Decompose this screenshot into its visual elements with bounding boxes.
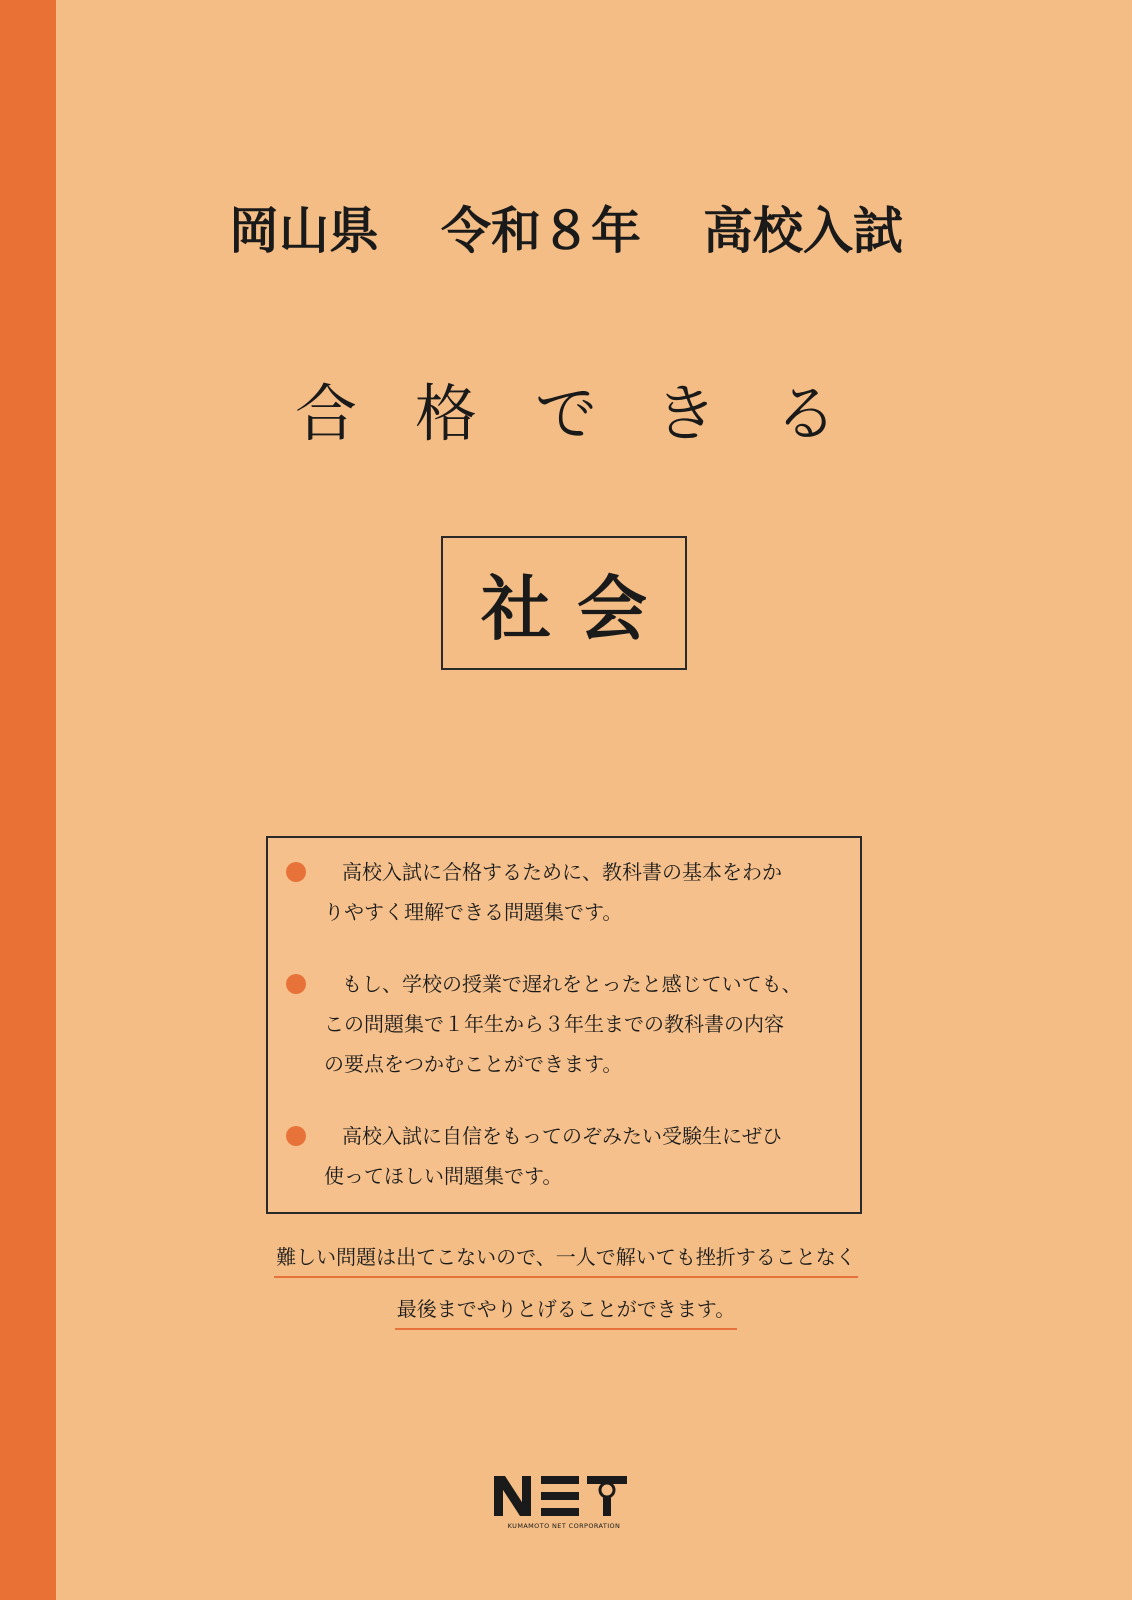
- subject-title: 社会: [441, 536, 687, 670]
- bullet-icon: [286, 1126, 306, 1146]
- note-line: 最後までやりとげることができます。: [395, 1296, 737, 1330]
- feature-point: [286, 1116, 834, 1196]
- encouragement-note: [56, 1244, 1076, 1348]
- bullet-icon: [286, 862, 306, 882]
- feature-point-line: 高校入試に合格するために、教科書の基本をわか: [342, 860, 782, 884]
- feature-point-line: りやすく理解できる問題集です。: [324, 900, 623, 924]
- feature-point: [286, 852, 834, 932]
- feature-point-line: の要点をつかむことができます。: [324, 1052, 623, 1076]
- cover-headline: [56, 192, 1076, 270]
- catchphrase: 合格できる: [294, 377, 895, 450]
- feature-point-line: この問題集で１年生から３年生までの教科書の内容: [324, 1012, 784, 1036]
- feature-point: [286, 964, 834, 1084]
- feature-point-line: もし、学校の授業で遅れをとったと感じていても、: [342, 972, 802, 996]
- logo-tagline: KUMAMOTO NET CORPORATION: [507, 1522, 621, 1530]
- net-logo-icon: [494, 1476, 634, 1532]
- note-line: 難しい問題は出てこないので、一人で解いても挫折することなく: [274, 1244, 858, 1278]
- feature-point-line: 使ってほしい問題集です。: [324, 1164, 563, 1188]
- headline-prefecture: 岡山県: [229, 202, 379, 260]
- feature-point-line: 高校入試に自信をもってのぞみたい受験生にぜひ: [342, 1124, 782, 1148]
- headline-exam: 高校入試: [703, 202, 903, 260]
- bullet-icon: [286, 974, 306, 994]
- headline-year: 令和８年: [441, 202, 641, 260]
- cover-spine: [0, 0, 56, 1600]
- feature-points-box: [266, 836, 862, 1214]
